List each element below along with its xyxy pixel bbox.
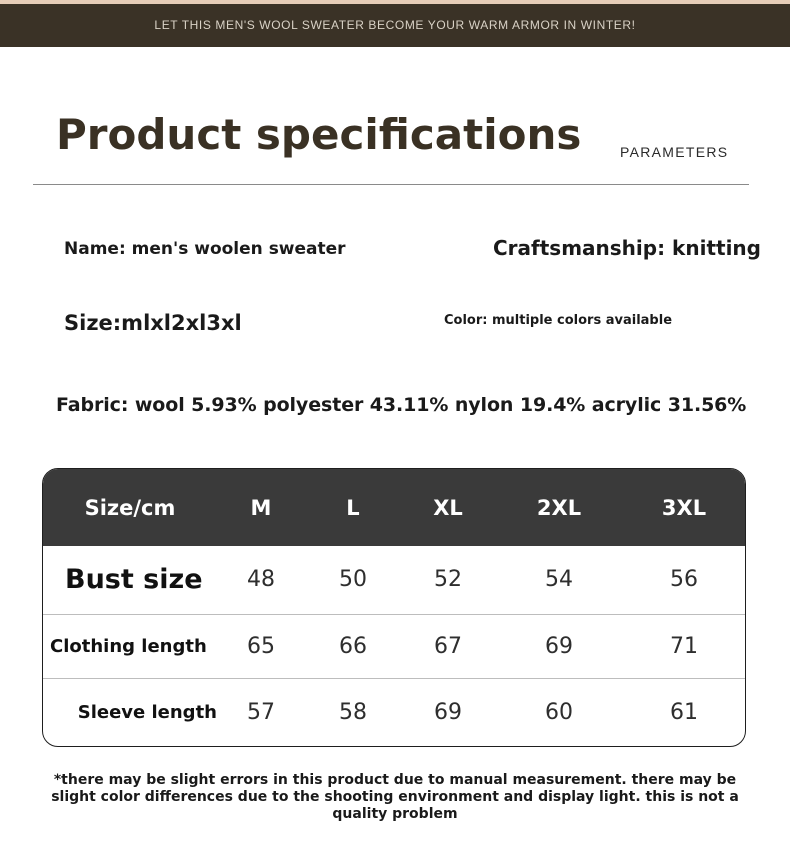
table-cell: 65 [247,633,275,659]
table-header-row [43,469,745,546]
size-table-grid [43,469,745,746]
table-row [43,546,745,614]
table-cell: 67 [434,633,462,659]
size-table [42,468,746,747]
table-cell: 71 [670,633,698,659]
header-size-cm: Size/cm [84,495,176,520]
spec-fabric: Fabric: wool 5.93% polyester 43.11% nylon 19.4% acrylic 31.56% [56,394,747,416]
table-cell: 54 [545,567,573,593]
row-label-sleeve-length: Sleeve length [77,701,217,723]
page-title: Product specifications [56,110,582,159]
header-l: L [346,495,360,520]
title-divider [33,184,749,185]
header-m: M [250,495,272,520]
table-cell: 69 [545,633,573,659]
table-cell: 66 [339,633,367,659]
row-label-bust-size: Bust size [65,564,203,596]
spec-name: Name: men's woolen sweater [64,239,346,259]
table-cell: 57 [247,699,275,725]
table-cell: 48 [247,567,275,593]
spec-color: Color: multiple colors available [444,313,673,328]
table-cell: 61 [670,699,698,725]
spec-size: Size:mlxl2xl3xl [64,311,242,335]
table-cell: 58 [339,699,367,725]
header-2xl: 2XL [536,495,582,520]
table-cell: 69 [434,699,462,725]
table-cell: 60 [545,699,573,725]
table-cell: 52 [434,567,462,593]
header-xl: XL [433,495,463,520]
table-row [43,614,745,678]
promo-banner: LET THIS MEN'S WOOL SWEATER BECOME YOUR WARM ARMOR IN WINTER! [0,4,790,47]
disclaimer-note: *there may be slight errors in this product due to manual measurement. there may be slight color differences due to the shooting environment and display light. this is not a quality problem [51,772,739,822]
row-label-clothing-length: Clothing length [50,635,207,657]
table-cell: 50 [339,567,367,593]
spec-craftsmanship: Craftsmanship: knitting [493,236,761,260]
section-subtitle: PARAMETERS [620,144,729,160]
header-3xl: 3XL [661,495,707,520]
table-cell: 56 [670,567,698,593]
table-row [43,678,745,746]
